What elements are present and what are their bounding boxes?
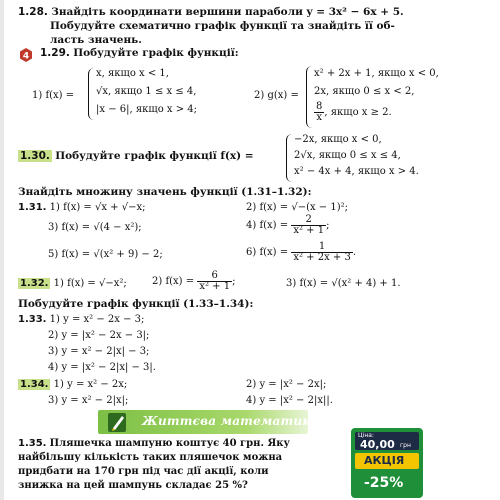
exercise-text-line: найбільшу кількість таких пляшечок можна [18,452,283,463]
exercise-text-line: знижка на цей шампунь складає 25 %? [18,480,248,491]
item: 3) y = x² − 2|x|; [48,395,129,406]
exercise-number: 1.34. [20,379,49,390]
item: 3) y = x² − 2|x| − 3; [48,346,150,357]
exercise-1-35 [18,438,290,449]
exercise-1-33 [18,314,144,325]
left-brace [306,66,313,128]
item: 4) y = |x² − 2|x| − 3|. [48,362,156,373]
exercise-1-34-row1 [18,379,127,390]
case-line: −2x, якщо x < 0, [294,134,382,145]
exercise-number: 1.28. [18,6,48,18]
item: 1) y = x² − 2x; [53,379,128,390]
exercise-text-line: ласть значень. [50,34,142,46]
exercise-title: Побудуйте графік функції f(x) = [55,150,254,162]
exercise-text-line: Знайдіть координати вершини параболи y = 3x² − 6x + 5. [51,6,404,18]
item: 1) f(x) = √x + √−x; [49,202,146,213]
price-caption: Ціна: [358,432,374,439]
item: 3) f(x) = √(4 − x²); [48,222,142,233]
exercise-text-line: Пляшечка шампуню коштує 40 грн. Яку [49,438,290,449]
item: 2) y = |x² − 2x|; [246,379,327,390]
case-line: 2x, якщо 0 ≤ x < 2, [314,86,415,97]
exercise-title: Побудуйте графік функції: [73,47,239,59]
case-line: 2√x, якщо 0 ≤ x ≤ 4, [294,150,401,161]
left-brace [88,68,95,120]
sale-label: АКЦІЯ [364,454,405,467]
item: 1) f(x) = √−x²; [53,278,127,289]
case-line: x² − 4x + 4, якщо x > 4. [294,166,419,177]
exercise-number: 1.35. [18,438,47,449]
item: 4) y = |x² − 2|x||. [246,395,333,406]
exercise-1-30 [18,150,254,162]
exercise-text-line: придбати на 170 грн під час дії акції, коли [18,466,269,477]
item: 3) f(x) = √(x² + 4) + 1. [286,278,401,289]
item: 1) y = x² − 2x − 3; [49,314,145,325]
section-heading: Побудуйте графік функції (1.33–1.34): [18,298,254,310]
exercise-1-32 [18,278,127,289]
left-brace [286,134,293,182]
piecewise-label: 1) f(x) = [32,90,75,101]
exercise-number: 1.32. [20,278,49,289]
exercise-1-31-row1 [18,202,146,213]
exercise-number: 1.31. [18,202,47,213]
case-line: x, якщо x < 1, [96,68,169,79]
section-banner-title: Життєва математика [142,414,319,428]
difficulty-marker-icon [19,47,33,61]
case-line: x² + 2x + 1, якщо x < 0, [314,68,439,79]
price-value: 40,00 [360,438,395,451]
item-fraction: 4) f(x) = $\frac{2}{\text{x² + 1}}$ ; [246,214,330,236]
svg-text:4: 4 [22,51,30,62]
exercise-number: 1.30. [20,150,50,162]
section-heading: Знайдіть множину значень функції (1.31–1.32): [18,186,312,198]
exercise-text-line: Побудуйте схематично графік функції та знайдіть її об- [50,20,395,32]
exercise-1-28 [18,6,404,18]
item: 2) y = |x² − 2x − 3|; [48,330,150,341]
exercise-number: 1.29. [40,47,70,59]
item: 5) f(x) = √(x² + 9) − 2; [48,249,163,260]
case-line-fraction: $\frac{8}{x}$ , якщо x ≥ 2. [316,101,392,123]
case-line: |x − 6|, якщо x > 4; [96,104,197,115]
exercise-1-29-title [40,47,239,59]
discount-label: -25% [364,475,404,491]
case-line: √x, якщо 1 ≤ x ≤ 4, [96,86,197,97]
item-fraction: 2) f(x) = $\frac{6}{\text{x² + 1}}$ ; [152,270,236,292]
price-currency: грн [400,442,411,449]
hand-pencil-icon [106,410,130,434]
item: 2) f(x) = √−(x − 1)²; [246,202,348,213]
exercise-number: 1.33. [18,314,47,325]
piecewise-label: 2) g(x) = [254,90,299,101]
item-fraction: 6) f(x) = $\frac{1}{\text{x² + 2x + 3}}$ . [246,241,357,263]
